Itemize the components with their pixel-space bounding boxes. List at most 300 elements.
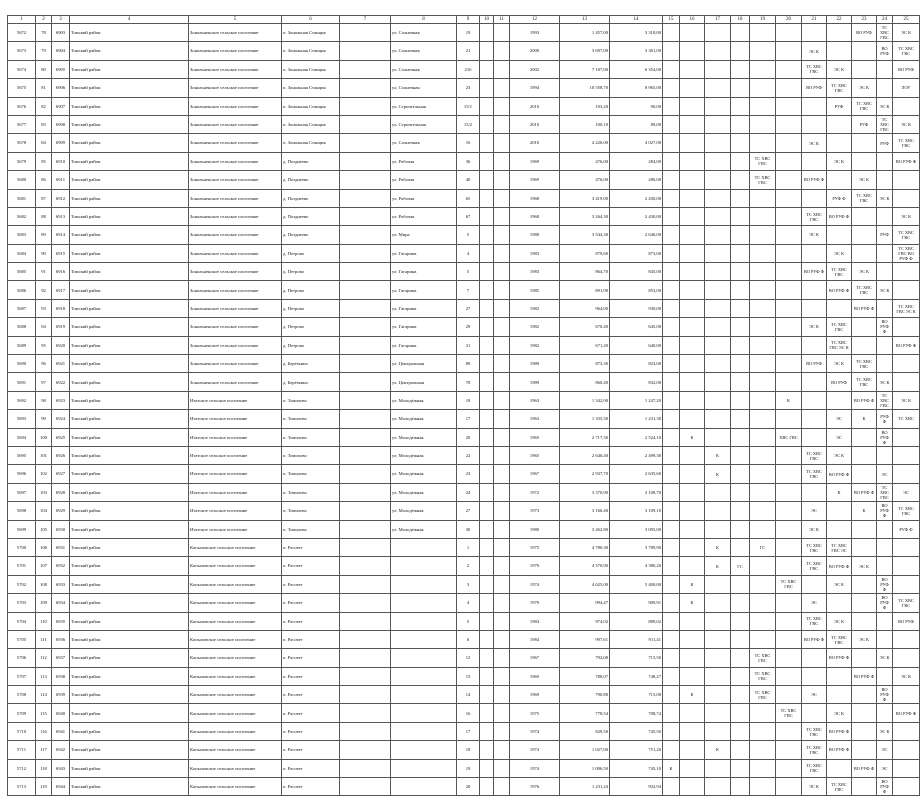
cell-col-3: 6921 [52,355,70,373]
header-cell-22: 22 [827,16,852,24]
cell-col-22: РУФ [827,97,852,115]
cell-col-14: 6 354,00 [610,60,663,78]
cell-col-18 [731,428,750,446]
cell-col-9: 3 [457,575,480,593]
cell-col-3: 6937 [52,649,70,667]
cell-col-20 [776,226,802,244]
cell-col-8: ул. Солнечная [391,24,457,42]
cell-col-4: Томский район [70,483,189,501]
cell-col-13: 3 370,90 [560,483,610,501]
cell-col-5: Итатское сельское поселение [189,502,282,520]
cell-col-25 [893,446,920,464]
cell-col-24 [877,336,893,354]
cell-col-21: ЭС К [802,42,827,60]
cell-col-22 [827,759,852,777]
cell-col-2: 104 [36,502,52,520]
cell-col-9: 4 [457,594,480,612]
cell-col-15 [663,575,680,593]
cell-col-12: 1974 [510,741,560,759]
cell-col-9: 4 [457,244,480,262]
table-row [8,410,920,428]
cell-col-14: 853,00 [610,281,663,299]
cell-col-25 [893,778,920,796]
cell-col-21 [802,391,827,409]
cell-col-13: 1 342,90 [560,391,610,409]
cell-col-16: К [680,428,705,446]
cell-col-4: Томский район [70,594,189,612]
cell-col-4: Томский район [70,649,189,667]
cell-col-4: Томский район [70,520,189,538]
cell-col-6: п. Зональная Станция [282,60,340,78]
table-row [8,465,920,483]
cell-col-16 [680,336,705,354]
cell-col-24: ЭС [877,759,893,777]
cell-col-3: 6905 [52,60,70,78]
cell-col-4: Томский район [70,60,189,78]
cell-col-23: К [852,410,877,428]
table-row [8,355,920,373]
cell-col-23: ЭС К [852,263,877,281]
table-row [8,244,920,262]
cell-col-5: Зональненское сельское поселение [189,336,282,354]
cell-col-7 [340,318,391,336]
cell-col-20 [776,465,802,483]
cell-col-7 [340,244,391,262]
cell-col-24 [877,446,893,464]
cell-col-20 [776,24,802,42]
cell-col-6: п. Рассвет [282,741,340,759]
cell-col-9: 19 [457,759,480,777]
cell-col-14: 2 499,30 [610,446,663,464]
cell-col-14: 909,91 [610,594,663,612]
cell-col-23: ВО РУФ [852,24,877,42]
cell-col-10 [480,263,494,281]
cell-col-14: 2 524,10 [610,428,663,446]
cell-col-10 [480,465,494,483]
cell-col-1: 5711 [8,741,36,759]
cell-col-12: 1972 [510,483,560,501]
table-row [8,594,920,612]
cell-col-3: 6925 [52,428,70,446]
cell-col-9: 21 [457,42,480,60]
cell-col-5: Копыловское сельское поселение [189,575,282,593]
cell-col-5: Копыловское сельское поселение [189,778,282,796]
cell-col-24: ВО РУФ Ф [877,502,893,520]
cell-col-16 [680,446,705,464]
header-cell-14: 14 [610,16,663,24]
cell-col-23: РУФ [852,115,877,133]
cell-col-14: 3 109,10 [610,502,663,520]
cell-col-9: 19 [457,24,480,42]
cell-col-24: ВО РУФ Ф [877,318,893,336]
cell-col-11 [494,428,510,446]
cell-col-11 [494,612,510,630]
cell-col-7 [340,741,391,759]
cell-col-22 [827,391,852,409]
cell-col-9: 5 [457,226,480,244]
cell-col-22 [827,299,852,317]
cell-col-5: Зональненское сельское поселение [189,115,282,133]
cell-col-13: 1 457,00 [560,24,610,42]
cell-col-3: 6928 [52,483,70,501]
cell-col-5: Зональненское сельское поселение [189,263,282,281]
cell-col-22: РУФ Ф [827,189,852,207]
cell-col-20 [776,42,802,60]
cell-col-10 [480,704,494,722]
cell-col-6: п. Томилово [282,465,340,483]
cell-col-12: 1968 [510,207,560,225]
cell-col-11 [494,79,510,97]
cell-col-16 [680,318,705,336]
cell-col-3: 6906 [52,79,70,97]
cell-col-17 [705,263,731,281]
cell-col-14: 3 095,00 [610,520,663,538]
cell-col-22: ЭС К [827,244,852,262]
cell-col-17 [705,336,731,354]
cell-col-18 [731,336,750,354]
cell-col-13: 476,00 [560,171,610,189]
cell-col-22: ВО РУФ [827,373,852,391]
cell-col-14: 3 310,00 [610,24,663,42]
cell-col-25 [893,465,920,483]
cell-col-23: ЭС К [852,557,877,575]
cell-col-23 [852,778,877,796]
cell-col-6: д. Позднеево [282,207,340,225]
cell-col-11 [494,502,510,520]
table-row [8,667,920,685]
cell-col-19 [750,704,776,722]
cell-col-9: 15/1 [457,97,480,115]
cell-col-11 [494,741,510,759]
cell-col-6: п. Томилово [282,391,340,409]
cell-col-15 [663,428,680,446]
cell-col-13: 3 419,00 [560,189,610,207]
cell-col-5: Копыловское сельское поселение [189,759,282,777]
cell-col-12: 2010 [510,115,560,133]
cell-col-19 [750,612,776,630]
cell-col-7 [340,152,391,170]
cell-col-1: 5676 [8,97,36,115]
cell-col-20 [776,649,802,667]
cell-col-12: 2000 [510,42,560,60]
cell-col-10 [480,594,494,612]
cell-col-3: 6914 [52,226,70,244]
cell-col-3: 6915 [52,244,70,262]
cell-col-17 [705,42,731,60]
cell-col-5: Копыловское сельское поселение [189,667,282,685]
cell-col-15 [663,281,680,299]
table-row [8,759,920,777]
cell-col-7 [340,704,391,722]
cell-col-16 [680,630,705,648]
cell-col-3: 6919 [52,318,70,336]
cell-col-7 [340,428,391,446]
cell-col-25: ЭС К [893,391,920,409]
cell-col-23: ВО РУФ Ф [852,759,877,777]
cell-col-11 [494,557,510,575]
table-row [8,612,920,630]
cell-col-8 [391,722,457,740]
cell-col-2: 93 [36,299,52,317]
cell-col-5: Зональненское сельское поселение [189,373,282,391]
cell-col-18 [731,686,750,704]
cell-col-13: 476,00 [560,152,610,170]
cell-col-5: Копыловское сельское поселение [189,538,282,556]
header-cell-18: 18 [731,16,750,24]
cell-col-19: ТС ХВС ГВС [750,667,776,685]
cell-col-20 [776,483,802,501]
cell-col-13: 860,40 [560,373,610,391]
cell-col-13: 2 937,70 [560,465,610,483]
cell-col-17 [705,373,731,391]
table-row [8,299,920,317]
cell-col-1: 5683 [8,226,36,244]
cell-col-6: п. Рассвет [282,667,340,685]
cell-col-24: РУФ [877,134,893,152]
cell-col-1: 5702 [8,575,36,593]
cell-col-7 [340,373,391,391]
cell-col-1: 5710 [8,722,36,740]
cell-col-22 [827,520,852,538]
cell-col-25 [893,649,920,667]
cell-col-22: ЭС К [827,152,852,170]
registry-table [7,15,920,796]
cell-col-22: ВО РУФ Ф [827,557,852,575]
cell-col-25 [893,557,920,575]
cell-col-8 [391,594,457,612]
cell-col-8 [391,778,457,796]
cell-col-18 [731,281,750,299]
cell-col-18 [731,24,750,42]
cell-col-6: д. Берёзкино [282,373,340,391]
cell-col-8 [391,741,457,759]
cell-col-9: 7 [457,281,480,299]
cell-col-18 [731,189,750,207]
cell-col-1: 5696 [8,465,36,483]
cell-col-7 [340,575,391,593]
header-row [8,16,920,24]
cell-col-24 [877,704,893,722]
cell-col-10 [480,483,494,501]
cell-col-8: ул. Солнечная [391,79,457,97]
cell-col-7 [340,759,391,777]
cell-col-8: ул. Молодёжная [391,465,457,483]
cell-col-11 [494,24,510,42]
cell-col-9: 17 [457,722,480,740]
cell-col-9: 14 [457,686,480,704]
cell-col-22: ТС ХВС ГВС [827,79,852,97]
cell-col-3: 6920 [52,336,70,354]
cell-col-22: ЭС К [827,60,852,78]
cell-col-20 [776,538,802,556]
cell-col-23 [852,336,877,354]
cell-col-10 [480,207,494,225]
cell-col-25 [893,97,920,115]
cell-col-11 [494,520,510,538]
cell-col-4: Томский район [70,355,189,373]
cell-col-13: 1 006,50 [560,759,610,777]
cell-col-16 [680,226,705,244]
cell-col-23 [852,520,877,538]
cell-col-11 [494,244,510,262]
cell-col-4: Томский район [70,115,189,133]
cell-col-21 [802,704,827,722]
header-cell-19: 19 [750,16,776,24]
cell-col-9: 17 [457,410,480,428]
cell-col-12: 1989 [510,373,560,391]
cell-col-20 [776,355,802,373]
cell-col-16: К [680,575,705,593]
cell-col-14: 930,00 [610,299,663,317]
cell-col-25: ТС ХВС ГВС [893,502,920,520]
cell-col-23 [852,538,877,556]
cell-col-12: 1968 [510,189,560,207]
cell-col-3: 6932 [52,557,70,575]
cell-col-12: 2010 [510,134,560,152]
cell-col-24: ТС ХВС ГВС [877,391,893,409]
cell-col-10 [480,189,494,207]
cell-col-15 [663,612,680,630]
cell-col-9: 27 [457,502,480,520]
cell-col-7 [340,355,391,373]
cell-col-2: 81 [36,79,52,97]
cell-col-9: 16 [457,134,480,152]
cell-col-21: ТС ХВС ГВС [802,207,827,225]
cell-col-18 [731,207,750,225]
cell-col-20 [776,410,802,428]
cell-col-21 [802,667,827,685]
cell-col-25: РУФ Ф [893,520,920,538]
cell-col-8: ул. Солнечная [391,42,457,60]
cell-col-9: 65 [457,189,480,207]
cell-col-2: 88 [36,207,52,225]
header-cell-24: 24 [877,16,893,24]
cell-col-17: К [705,557,731,575]
cell-col-10 [480,60,494,78]
cell-col-20 [776,759,802,777]
cell-col-17 [705,226,731,244]
cell-col-7 [340,189,391,207]
cell-col-18 [731,79,750,97]
cell-col-17 [705,299,731,317]
cell-col-7 [340,281,391,299]
cell-col-2: 111 [36,630,52,648]
cell-col-17 [705,428,731,446]
cell-col-21 [802,410,827,428]
cell-col-15 [663,538,680,556]
cell-col-10 [480,686,494,704]
cell-col-17 [705,134,731,152]
cell-col-9: 20 [457,778,480,796]
cell-col-10 [480,520,494,538]
cell-col-22 [827,134,852,152]
cell-col-10 [480,24,494,42]
cell-col-6: п. Томилово [282,520,340,538]
cell-col-11 [494,355,510,373]
cell-col-10 [480,502,494,520]
header-cell-23: 23 [852,16,877,24]
cell-col-24 [877,557,893,575]
table-row [8,502,920,520]
cell-col-6: д. Позднеево [282,171,340,189]
cell-col-21: ЭС К [802,134,827,152]
cell-col-14: 873,00 [610,244,663,262]
cell-col-18 [731,171,750,189]
cell-col-22: ЭС К [827,612,852,630]
cell-col-17 [705,649,731,667]
cell-col-2: 102 [36,465,52,483]
cell-col-9: 22 [457,446,480,464]
header-cell-3: 3 [52,16,70,24]
cell-col-19 [750,207,776,225]
cell-col-18 [731,667,750,685]
cell-col-24: ЭС К [877,373,893,391]
cell-col-14: 715,50 [610,649,663,667]
table-row [8,446,920,464]
cell-col-16 [680,483,705,501]
cell-col-4: Томский район [70,759,189,777]
cell-col-4: Томский район [70,97,189,115]
cell-col-10 [480,79,494,97]
cell-col-13: 891,90 [560,281,610,299]
cell-col-17 [705,483,731,501]
cell-col-2: 112 [36,649,52,667]
cell-col-25 [893,428,920,446]
cell-col-17 [705,60,731,78]
cell-col-15 [663,152,680,170]
cell-col-5: Копыловское сельское поселение [189,649,282,667]
cell-col-20 [776,612,802,630]
cell-col-20 [776,630,802,648]
cell-col-2: 86 [36,171,52,189]
cell-col-4: Томский район [70,575,189,593]
cell-col-14: 911,41 [610,630,663,648]
cell-col-1: 5672 [8,24,36,42]
cell-col-6: п. Зональная Станция [282,42,340,60]
cell-col-13: 2 717,30 [560,428,610,446]
cell-col-20 [776,594,802,612]
cell-col-13: 3 262,80 [560,520,610,538]
cell-col-14: 845,00 [610,263,663,281]
table-row [8,649,920,667]
cell-col-21: ЭС К [802,778,827,796]
cell-col-7 [340,483,391,501]
cell-col-7 [340,391,391,409]
cell-col-22 [827,171,852,189]
cell-col-10 [480,667,494,685]
cell-col-2: 119 [36,778,52,796]
cell-col-14: 89,00 [610,115,663,133]
cell-col-5: Зональненское сельское поселение [189,299,282,317]
cell-col-4: Томский район [70,391,189,409]
cell-col-15 [663,115,680,133]
cell-col-1: 5691 [8,373,36,391]
cell-col-18 [731,134,750,152]
cell-col-19 [750,97,776,115]
cell-col-5: Копыловское сельское поселение [189,741,282,759]
cell-col-24 [877,667,893,685]
cell-col-18 [731,263,750,281]
cell-col-8 [391,667,457,685]
cell-col-24 [877,60,893,78]
cell-col-10 [480,410,494,428]
cell-col-13: 788,07 [560,667,610,685]
cell-col-23: ТС ХВС ГВС [852,189,877,207]
cell-col-20 [776,79,802,97]
cell-col-15 [663,97,680,115]
cell-col-9: 27 [457,299,480,317]
cell-col-7 [340,778,391,796]
